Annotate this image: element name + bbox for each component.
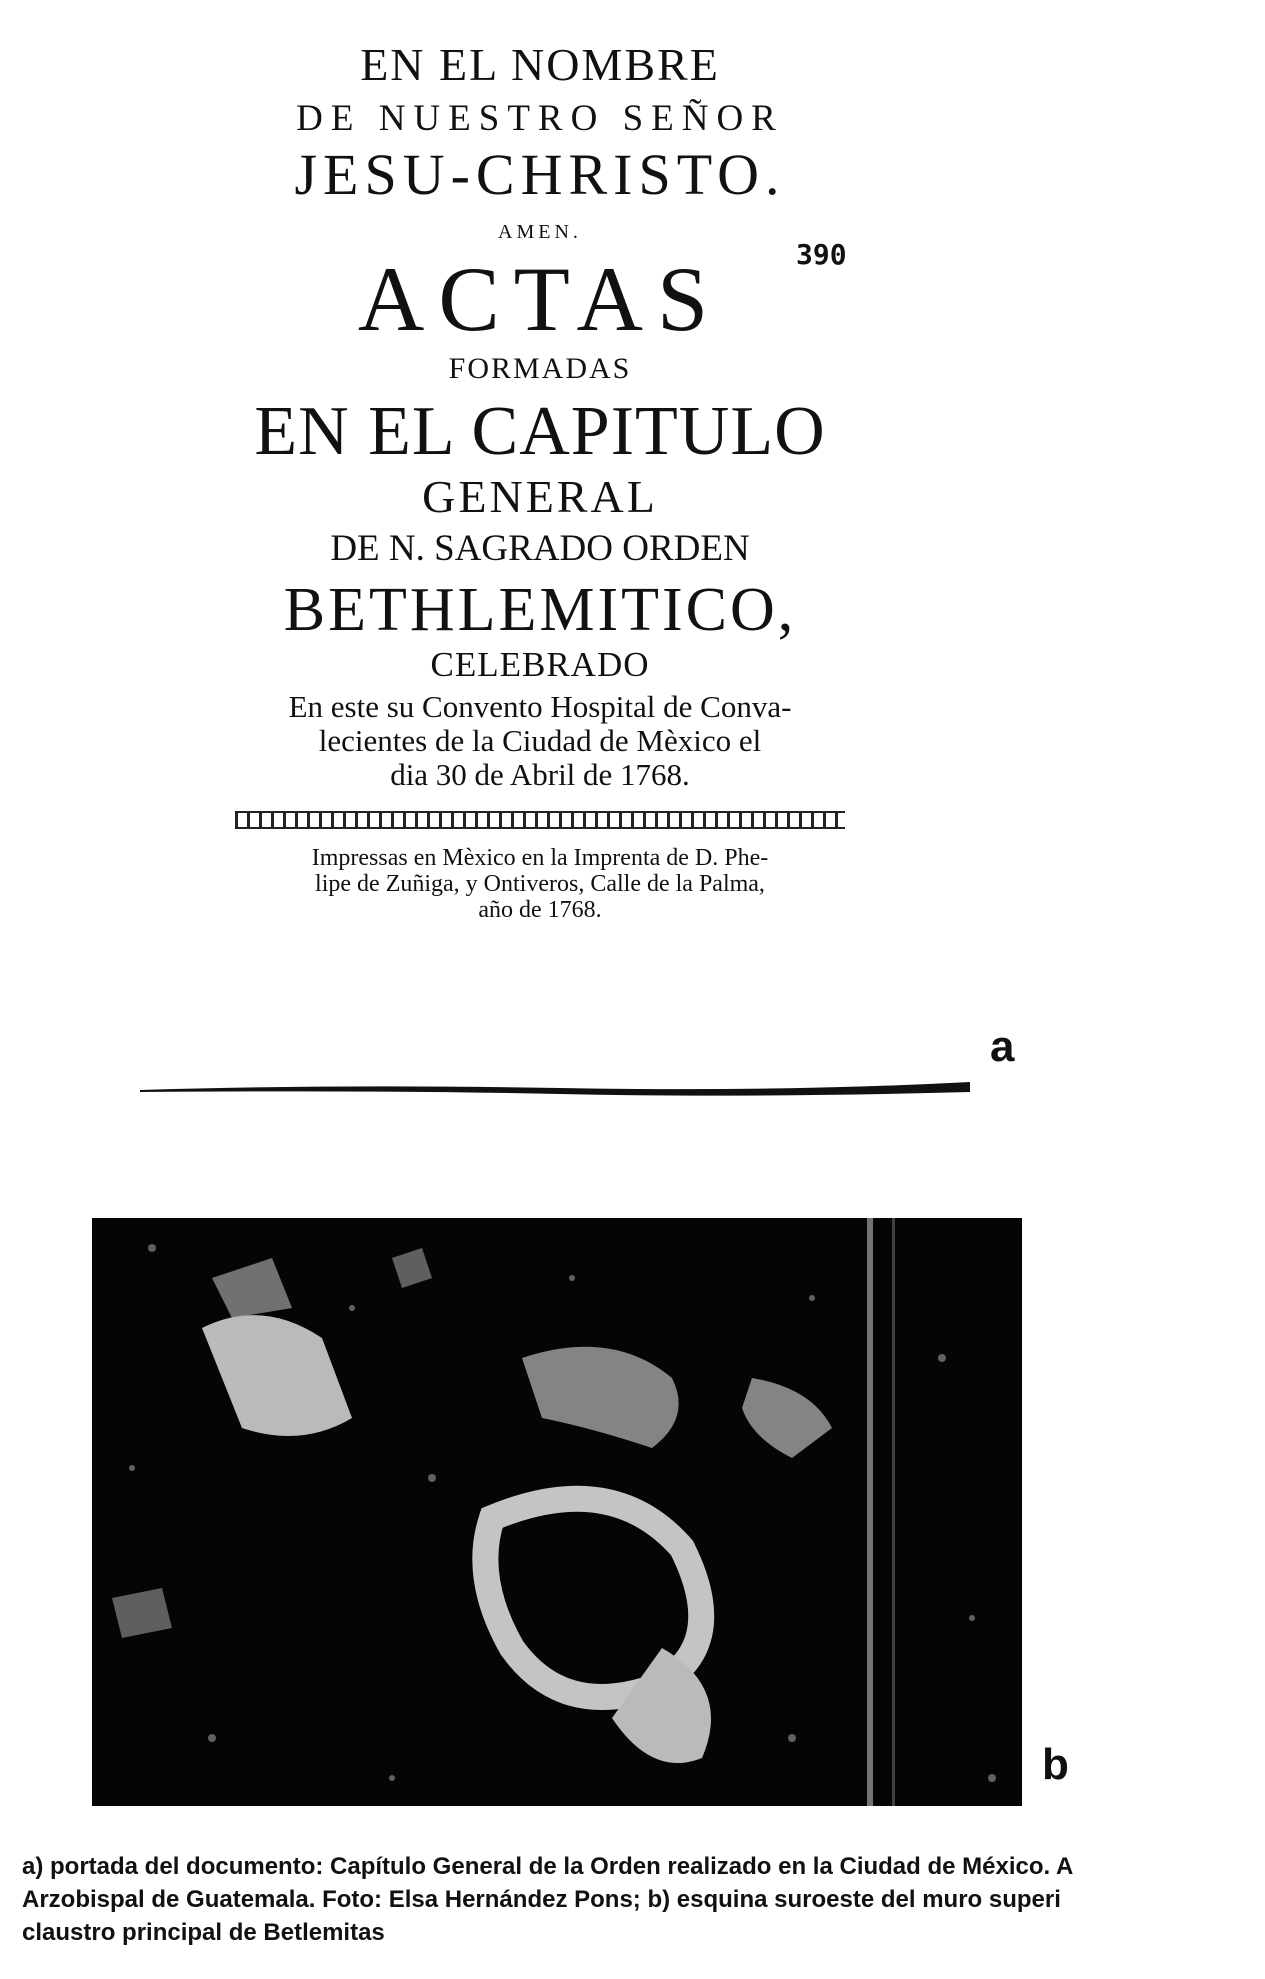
body-line-2: lecientes de la Ciudad de Mèxico el	[318, 723, 762, 759]
imprint-line-2: lipe de Zuñiga, y Ontiveros, Calle de la Palma,	[315, 870, 765, 897]
title-line-11: CELEBRADO	[430, 644, 650, 684]
title-line-10: BETHLEMITICO,	[283, 575, 797, 644]
body-line-3: dia 30 de Abril de 1768.	[390, 757, 690, 793]
page-number: 390	[796, 238, 847, 271]
title-line-7: EN EL CAPITULO	[254, 393, 826, 471]
caption-line-1: a) portada del documento: Capítulo General de la Orden realizado en la Ciudad de México. A	[22, 1853, 1074, 1880]
title-line-1: EN EL NOMBRE	[360, 39, 720, 90]
title-body	[200, 690, 880, 792]
title-line-4: AMEN.	[498, 221, 582, 244]
figure-label-a: a	[990, 1022, 1015, 1071]
title-line-8: GENERAL	[422, 471, 658, 523]
caption-line-2: Arzobispal de Guatemala. Foto: Elsa Hernández Pons; b) esquina suroeste del muro superi	[22, 1886, 1061, 1913]
imprint-line-1: Impressas en Mèxico en la Imprenta de D. Phe-	[311, 844, 769, 871]
title-line-2: DE NUESTRO SEÑOR	[296, 97, 784, 139]
wall-photograph	[92, 1218, 1022, 1806]
figure-label-b: b	[1042, 1740, 1069, 1789]
title-actas: ACTAS	[357, 248, 723, 351]
divider-rule	[140, 1080, 970, 1100]
title-page	[200, 40, 880, 924]
body-line-1: En este su Convento Hospital de Conva-	[288, 689, 792, 725]
title-line-9: DE N. SAGRADO ORDEN	[330, 527, 750, 569]
caption-line-3: claustro principal de Betlemitas	[22, 1919, 385, 1946]
title-line-3: JESU-CHRISTO.	[294, 142, 786, 208]
ornament-rule	[235, 811, 845, 829]
imprint-line-3: año de 1768.	[478, 897, 602, 924]
imprint	[200, 845, 880, 924]
title-line-6: FORMADAS	[448, 352, 632, 386]
figure-caption	[22, 1850, 1265, 1949]
